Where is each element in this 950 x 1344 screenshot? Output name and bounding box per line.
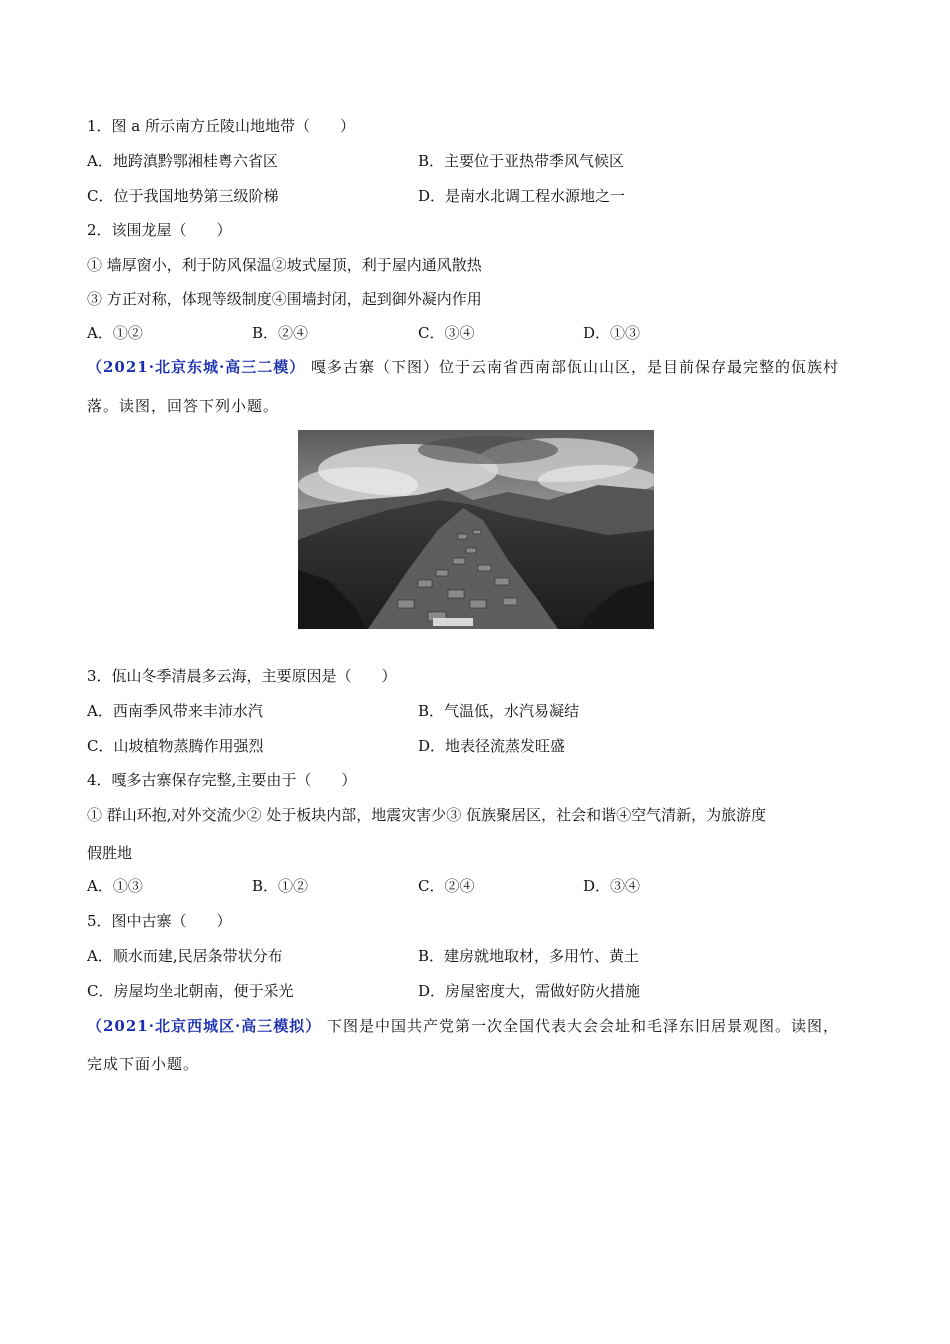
q2-option-c: C．③④ (418, 324, 475, 342)
q1-stem: 1．图 a 所示南方丘陵山地地带（ ） (87, 117, 356, 135)
q4-option-d: D．③④ (583, 877, 641, 895)
q3-option-a: A．西南季风带来丰沛水汽 (87, 702, 263, 720)
gaduo-village-photo (298, 430, 654, 629)
q4-statement-line2: 假胜地 (87, 844, 133, 862)
q5-option-c: C．房屋均坐北朝南，便于采光 (87, 982, 294, 1000)
intro1-line2: 落。读图，回答下列小题。 (87, 397, 280, 415)
q3-option-c: C．山坡植物蒸腾作用强烈 (87, 737, 264, 755)
intro1-text: 嘎多古寨（下图）位于云南省西南部佤山山区，是目前保存最完整的佤族村 (310, 358, 839, 376)
q2-stem: 2．该围龙屋（ ） (87, 221, 232, 239)
intro1-source: （2021·北京东城·高三二模） (87, 358, 306, 376)
q4-option-a: A．①③ (87, 877, 143, 895)
q3-option-d: D．地表径流蒸发旺盛 (418, 737, 566, 755)
q2-option-a: A．①② (87, 324, 143, 342)
q5-stem: 5．图中古寨（ ） (87, 912, 232, 930)
intro2-source: （2021·北京西城区·高三模拟） (87, 1017, 322, 1035)
q1-option-d: D．是南水北调工程水源地之一 (418, 187, 626, 205)
q4-option-c: C．②④ (418, 877, 475, 895)
q4-statement-line1: ① 群山环抱,对外交流少② 处于板块内部，地震灾害少③ 佤族聚居区，社会和谐④空气清新，为旅游度 (87, 806, 767, 824)
q2-statement-line1: ① 墙厚窗小，利于防风保温②坡式屋顶，利于屋内通风散热 (87, 256, 482, 274)
q5-option-b: B．建房就地取材，多用竹、黄土 (418, 947, 640, 965)
q2-option-d: D．①③ (583, 324, 641, 342)
q1-option-a: A．地跨滇黔鄂湘桂粤六省区 (87, 152, 278, 170)
intro1-line1 (87, 357, 839, 377)
intro2-line2: 完成下面小题。 (87, 1055, 200, 1073)
q4-option-b: B．①② (252, 877, 309, 895)
intro2-text: 下图是中国共产党第一次全国代表大会会址和毛泽东旧居景观图。读图， (326, 1017, 839, 1035)
q4-stem: 4．嘎多古寨保存完整,主要由于（ ） (87, 771, 357, 789)
q3-stem: 3．佤山冬季清晨多云海，主要原因是（ ） (87, 667, 397, 685)
intro2-line1 (87, 1016, 839, 1036)
q5-option-a: A．顺水而建,民居条带状分布 (87, 947, 283, 965)
q2-option-b: B．②④ (252, 324, 309, 342)
q1-option-b: B．主要位于亚热带季风气候区 (418, 152, 625, 170)
q1-option-c: C．位于我国地势第三级阶梯 (87, 187, 279, 205)
q3-option-b: B．气温低，水汽易凝结 (418, 702, 580, 720)
q5-option-d: D．房屋密度大，需做好防火措施 (418, 982, 641, 1000)
q2-statement-line2: ③ 方正对称，体现等级制度④围墙封闭，起到御外凝内作用 (87, 290, 482, 308)
